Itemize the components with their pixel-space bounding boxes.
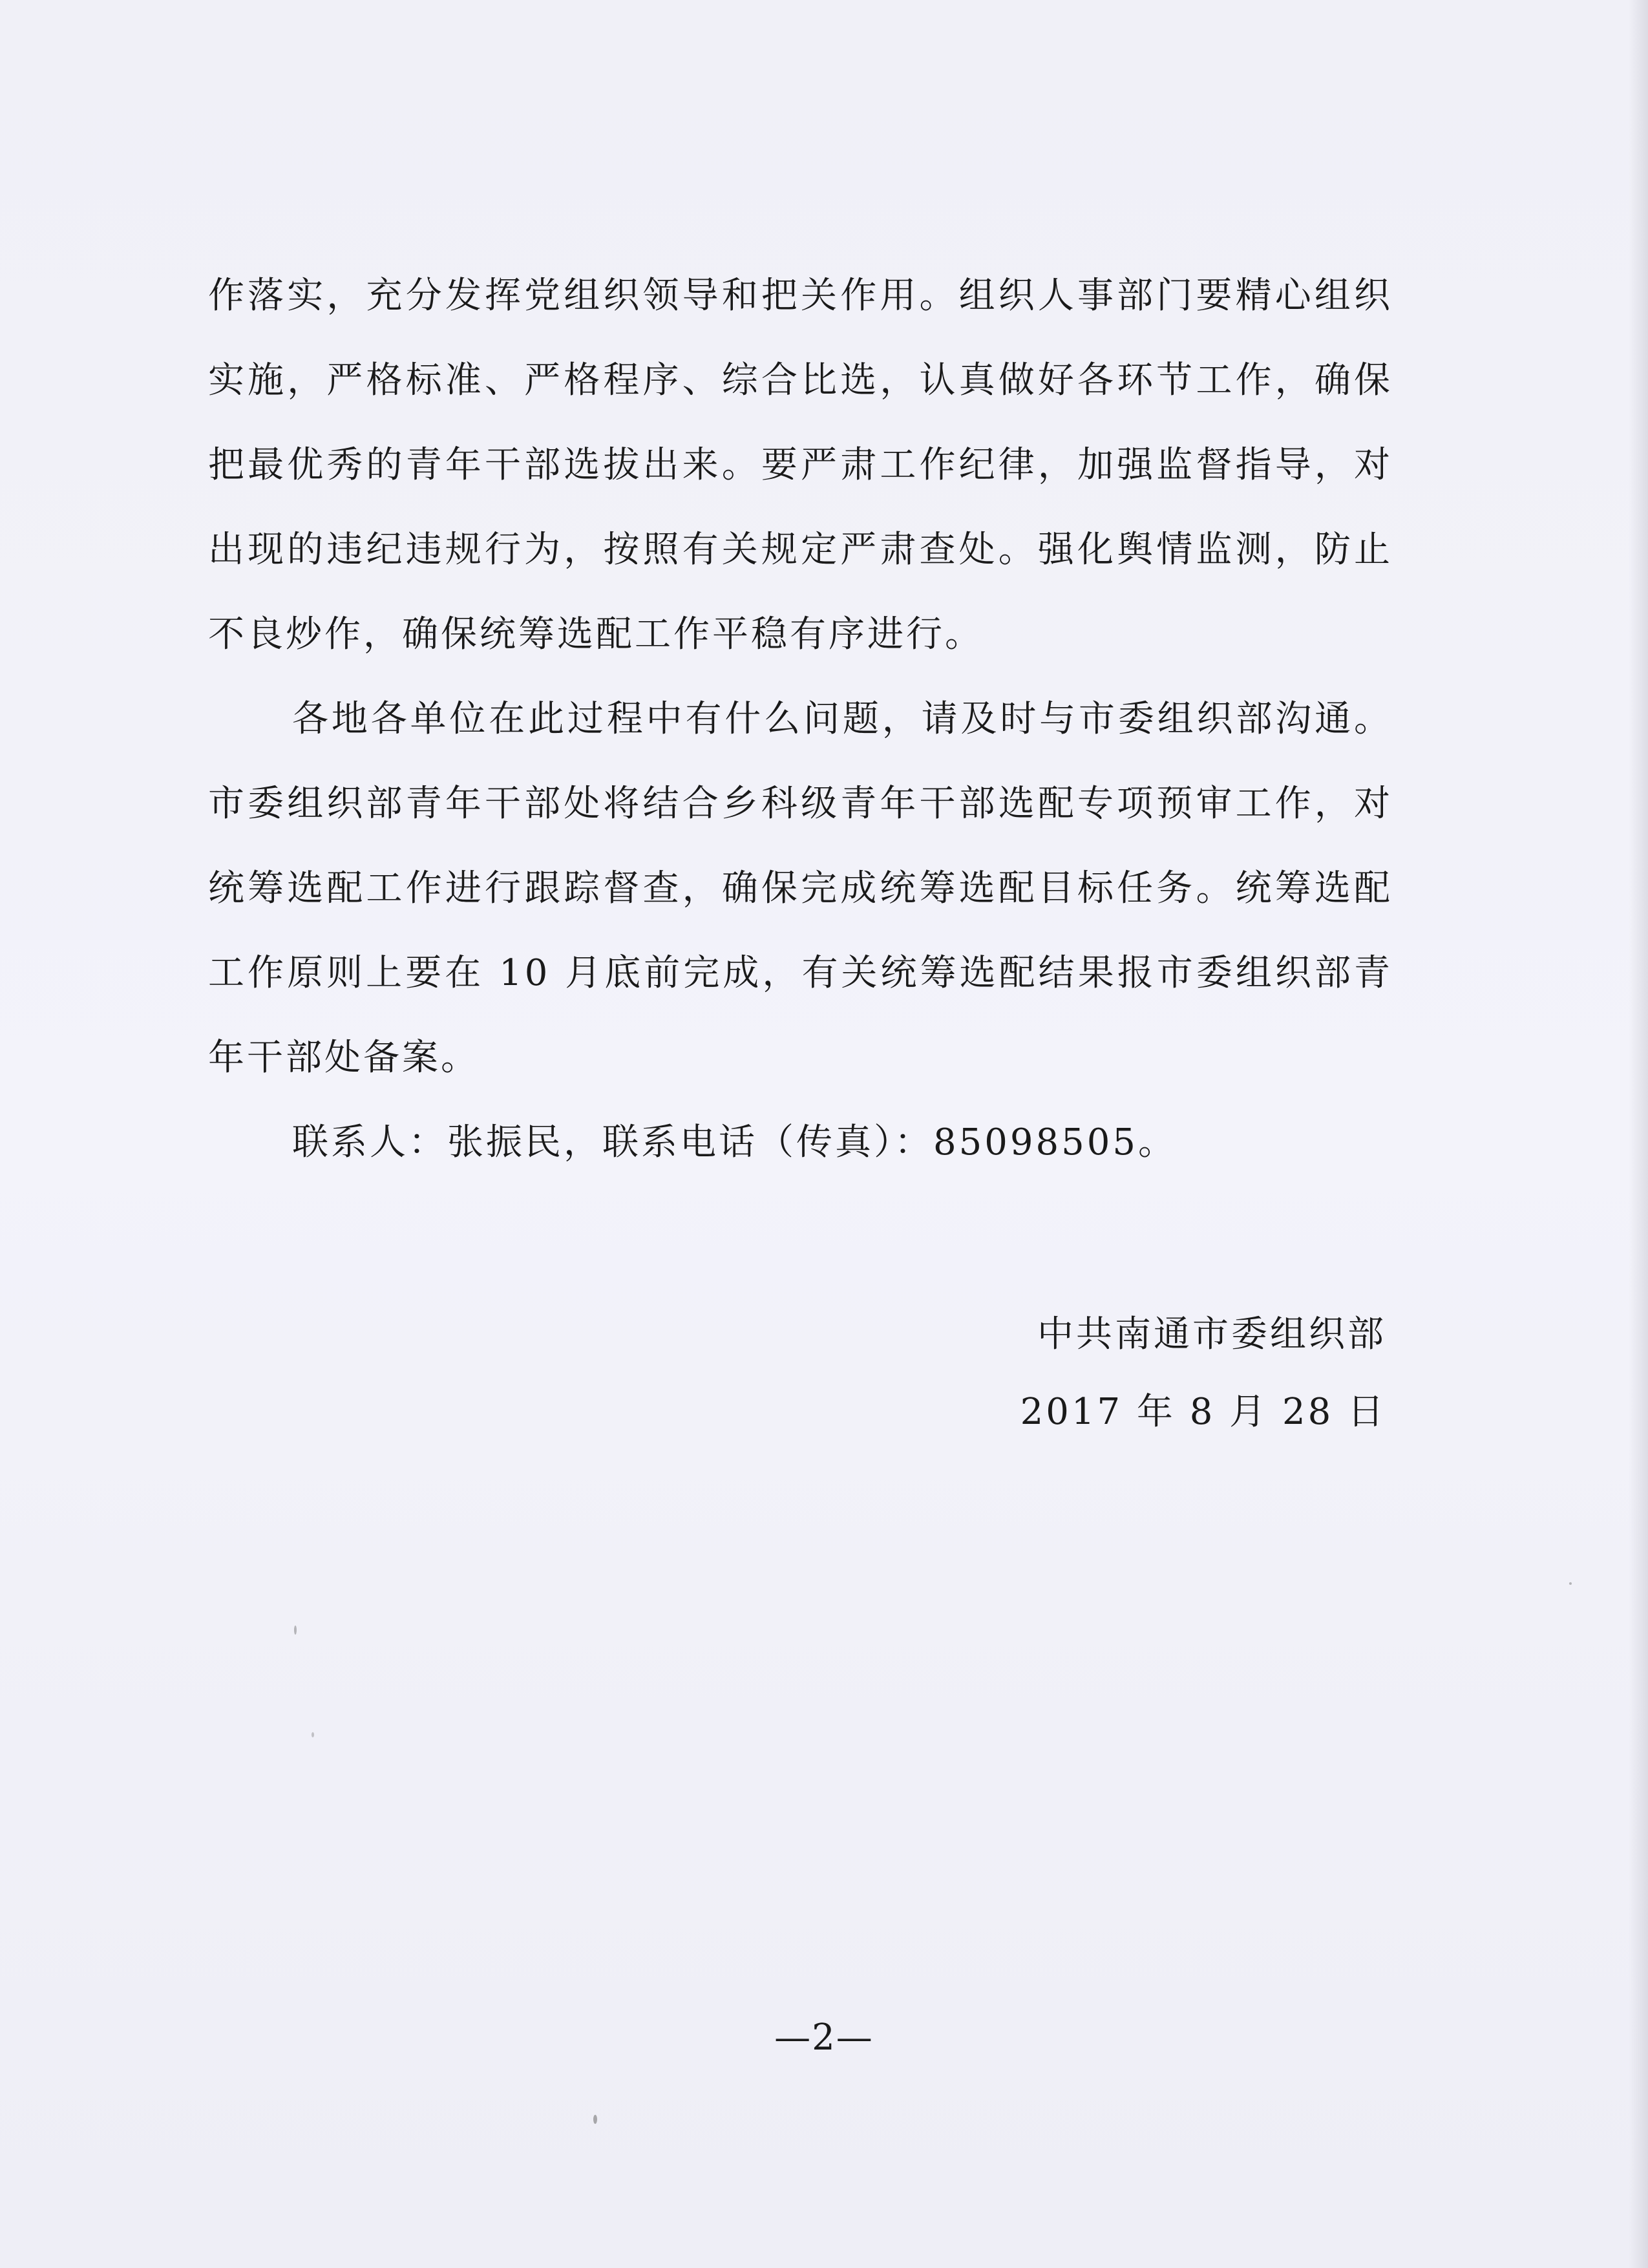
scan-speck xyxy=(593,2115,597,2124)
scan-speck xyxy=(312,1732,314,1737)
document-body xyxy=(208,253,1393,1185)
issuing-organization: 中共南通市委组织部 xyxy=(1037,1313,1386,1355)
scan-edge-shadow xyxy=(1629,0,1648,2268)
scan-speck xyxy=(294,1626,297,1635)
scan-speck xyxy=(1569,1582,1572,1585)
issue-date: 2017 年 8 月 28 日 xyxy=(1020,1391,1386,1433)
paragraph-work-requirements: 作落实，充分发挥党组织领导和把关作用。组织人事部门要精心组织实施，严格标准、严格程序、综合比选，认真做好各环节工作，确保把最优秀的青年干部选拔出来。要严肃工作纪律，加强监督指导，对出现的违纪违规行为，按照有关规定严肃查处。强化舆情监测，防止不良炒作，确保统筹选配工作平稳有序进行。 xyxy=(208,275,1393,655)
page-number: —2— xyxy=(774,2017,874,2059)
signature-block xyxy=(1020,1296,1386,1451)
paragraph-contact-department: 各地各单位在此过程中有什么问题，请及时与市委组织部沟通。市委组织部青年干部处将结合乡科级青年干部选配专项预审工作，对统筹选配工作进行跟踪督查，确保完成统筹选配目标任务。统筹选配工作原则上要在 10 月底前完成，有关统筹选配结果报市委组织部青年干部处备案。 xyxy=(208,698,1393,1079)
paragraph-contact-person: 联系人：张振民，联系电话（传真）：85098505。 xyxy=(292,1121,1178,1163)
